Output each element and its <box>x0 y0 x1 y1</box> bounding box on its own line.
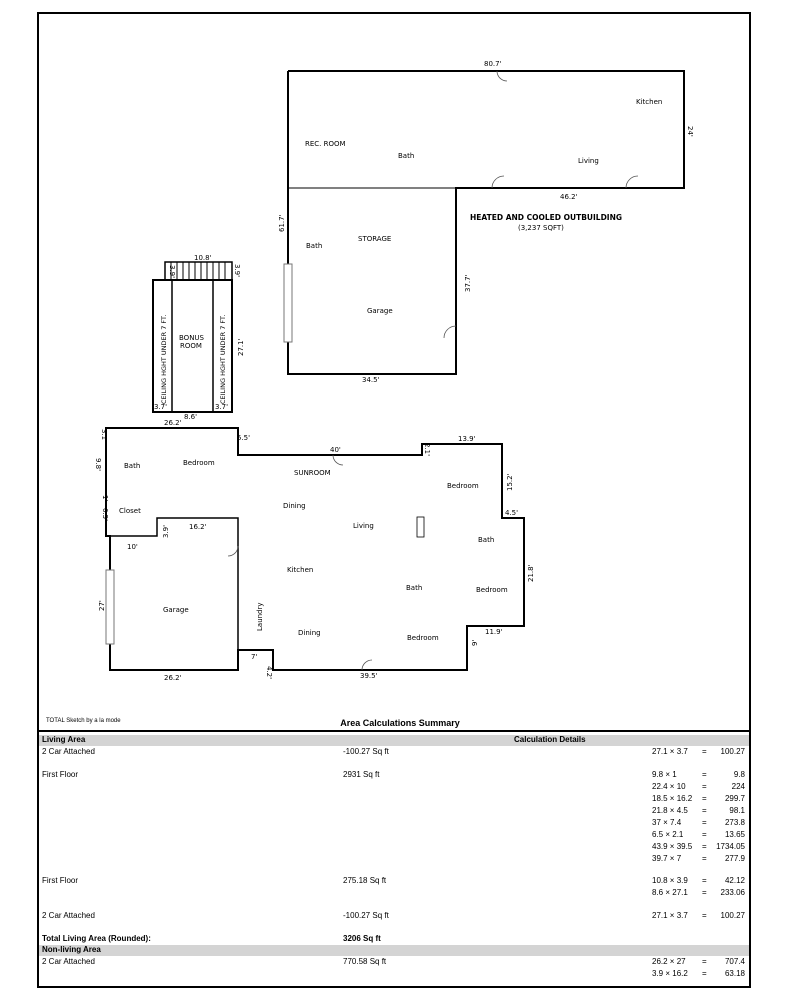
dim-label: 7' <box>251 653 258 661</box>
calc-expr: 18.5 × 16.2 <box>652 794 693 803</box>
calc-value: 100.27 <box>720 911 745 920</box>
calc-eq: = <box>702 911 707 920</box>
dim-label: 80.7' <box>484 60 502 68</box>
living-area-header <box>39 735 749 746</box>
dim-label: 10.8' <box>194 254 212 262</box>
calc-eq: = <box>702 782 707 791</box>
summary-divider <box>37 730 751 732</box>
room-label: STORAGE <box>358 235 392 243</box>
calc-expr: 39.7 × 7 <box>652 854 682 863</box>
calculation-details-label: Calculation Details <box>514 735 586 744</box>
dim-label: 1' <box>101 495 109 502</box>
calc-eq: = <box>702 969 707 978</box>
room-label: Bath <box>398 152 415 160</box>
room-label: SUNROOM <box>294 469 331 477</box>
room-label: Bath <box>406 584 423 592</box>
dim-label: 3.9' <box>162 524 170 538</box>
garage-wall <box>110 518 238 650</box>
calc-eq: = <box>702 854 707 863</box>
area-row-value: 275.18 Sq ft <box>343 876 387 885</box>
non-living-area-header <box>39 945 749 956</box>
area-row-name: First Floor <box>42 770 78 779</box>
area-row-value: 770.58 Sq ft <box>343 957 387 966</box>
total-living-value: 3206 Sq ft <box>343 934 381 943</box>
outbuilding-wall <box>288 71 684 374</box>
calc-expr: 21.8 × 4.5 <box>652 806 688 815</box>
calc-value: 299.7 <box>724 794 745 803</box>
dim-label: 13.9' <box>458 435 476 443</box>
calc-expr: 10.8 × 3.9 <box>652 876 688 885</box>
outbuilding-subtitle: (3,237 SQFT) <box>518 224 564 232</box>
dim-label: 9' <box>471 639 479 646</box>
calc-expr: 6.5 × 2.1 <box>652 830 684 839</box>
room-label: Laundry <box>256 602 264 631</box>
dim-label: 24' <box>686 126 694 137</box>
dim-label: 3.7' <box>215 403 229 411</box>
area-row-name: First Floor <box>42 876 78 885</box>
window <box>284 264 292 342</box>
ceiling-note: CEILING HGHT UNDER 7 FT. <box>219 314 227 404</box>
room-label: Bedroom <box>407 634 439 642</box>
calc-eq: = <box>702 818 707 827</box>
dim-label: 26.2' <box>164 674 182 682</box>
dim-label: 27.1' <box>237 338 245 356</box>
room-label: BONUS <box>179 334 204 342</box>
dim-label: 26.2' <box>164 419 182 427</box>
room-label: Dining <box>283 502 306 510</box>
dim-label: 9.8' <box>94 458 102 472</box>
dim-label: 4.5' <box>505 509 519 517</box>
room-label: Kitchen <box>287 566 314 574</box>
room-label: Bedroom <box>476 586 508 594</box>
dim-label: 61.7' <box>278 214 286 232</box>
room-label: Kitchen <box>636 98 663 106</box>
calc-value: 707.4 <box>724 957 745 966</box>
room-label: Bedroom <box>183 459 215 467</box>
dim-label: 3.7' <box>154 403 168 411</box>
calc-value: 42.12 <box>724 876 745 885</box>
calc-expr: 3.9 × 16.2 <box>652 969 688 978</box>
dim-label: 39.5' <box>360 672 378 680</box>
calc-expr: 22.4 × 10 <box>652 782 686 791</box>
room-label: Garage <box>163 606 189 614</box>
dim-label: 21.8' <box>527 564 535 582</box>
calc-value: 233.06 <box>720 888 745 897</box>
calc-eq: = <box>702 888 707 897</box>
calc-eq: = <box>702 770 707 779</box>
room-label: Dining <box>298 629 321 637</box>
area-row-name: 2 Car Attached <box>42 911 95 920</box>
dim-label: 11.9' <box>485 628 503 636</box>
window <box>106 570 114 644</box>
calc-value: 273.8 <box>724 818 745 827</box>
dim-label: 10' <box>127 543 138 551</box>
dim-label: 3.9' <box>168 265 176 279</box>
dim-label: 4.2' <box>265 666 273 680</box>
calc-value: 13.65 <box>724 830 745 839</box>
dim-label: 46.2' <box>560 193 578 201</box>
calc-expr: 26.2 × 27 <box>652 957 686 966</box>
fireplace <box>417 517 424 537</box>
credit-text: TOTAL Sketch by a la mode <box>46 718 121 724</box>
ceiling-note: CEILING HGHT UNDER 7 FT. <box>160 314 168 404</box>
dim-label: 5.5' <box>237 434 251 442</box>
calc-expr: 8.6 × 27.1 <box>652 888 688 897</box>
calc-eq: = <box>702 806 707 815</box>
calc-eq: = <box>702 876 707 885</box>
calc-expr: 9.8 × 1 <box>652 770 677 779</box>
room-label: ROOM <box>180 342 202 350</box>
calc-value: 9.8 <box>733 770 745 779</box>
dim-label: 8.6' <box>184 413 198 421</box>
calc-value: 1734.05 <box>716 842 745 851</box>
room-label: Living <box>353 522 374 530</box>
living-area-label: Living Area <box>42 735 86 744</box>
room-label: Living <box>578 157 599 165</box>
room-label: Bedroom <box>447 482 479 490</box>
room-label: Bath <box>124 462 141 470</box>
room-label: Garage <box>367 307 393 315</box>
total-living-label: Total Living Area (Rounded): <box>42 934 151 943</box>
area-row-name: 2 Car Attached <box>42 957 95 966</box>
dim-label: 16.2' <box>189 523 207 531</box>
calc-value: 224 <box>731 782 745 791</box>
room-label: REC. ROOM <box>305 140 346 148</box>
dim-label: 2.1' <box>423 443 431 457</box>
dim-label: 40' <box>330 446 341 454</box>
non-living-area-label: Non-living Area <box>42 945 101 954</box>
calc-eq: = <box>702 830 707 839</box>
calc-eq: = <box>702 957 707 966</box>
area-row-value: 2931 Sq ft <box>343 770 380 779</box>
summary-title: Area Calculations Summary <box>340 718 460 728</box>
dim-label: 37.7' <box>464 274 472 292</box>
dim-label: 15.2' <box>506 473 514 491</box>
calc-value: 277.9 <box>724 854 745 863</box>
calc-eq: = <box>702 794 707 803</box>
dim-label: 34.5' <box>362 376 380 384</box>
outbuilding-title: HEATED AND COOLED OUTBUILDING <box>470 213 623 222</box>
calc-expr: 43.9 × 39.5 <box>652 842 693 851</box>
calc-expr: 27.1 × 3.7 <box>652 747 688 756</box>
dim-label: 3.1' <box>100 429 108 443</box>
dim-label: 3.9' <box>233 264 241 278</box>
area-row-name: 2 Car Attached <box>42 747 95 756</box>
calc-value: 98.1 <box>729 806 745 815</box>
calc-expr: 27.1 × 3.7 <box>652 911 688 920</box>
area-row-value: -100.27 Sq ft <box>343 747 389 756</box>
door-swings <box>228 71 638 670</box>
calc-eq: = <box>702 747 707 756</box>
room-label: Bath <box>306 242 323 250</box>
calc-expr: 37 × 7.4 <box>652 818 682 827</box>
calc-value: 100.27 <box>720 747 745 756</box>
room-label: Bath <box>478 536 495 544</box>
room-label: Closet <box>119 507 141 515</box>
calc-eq: = <box>702 842 707 851</box>
dim-label: 6.5' <box>101 508 109 522</box>
dim-label: 27' <box>98 600 106 611</box>
calc-value: 63.18 <box>724 969 745 978</box>
area-row-value: -100.27 Sq ft <box>343 911 389 920</box>
